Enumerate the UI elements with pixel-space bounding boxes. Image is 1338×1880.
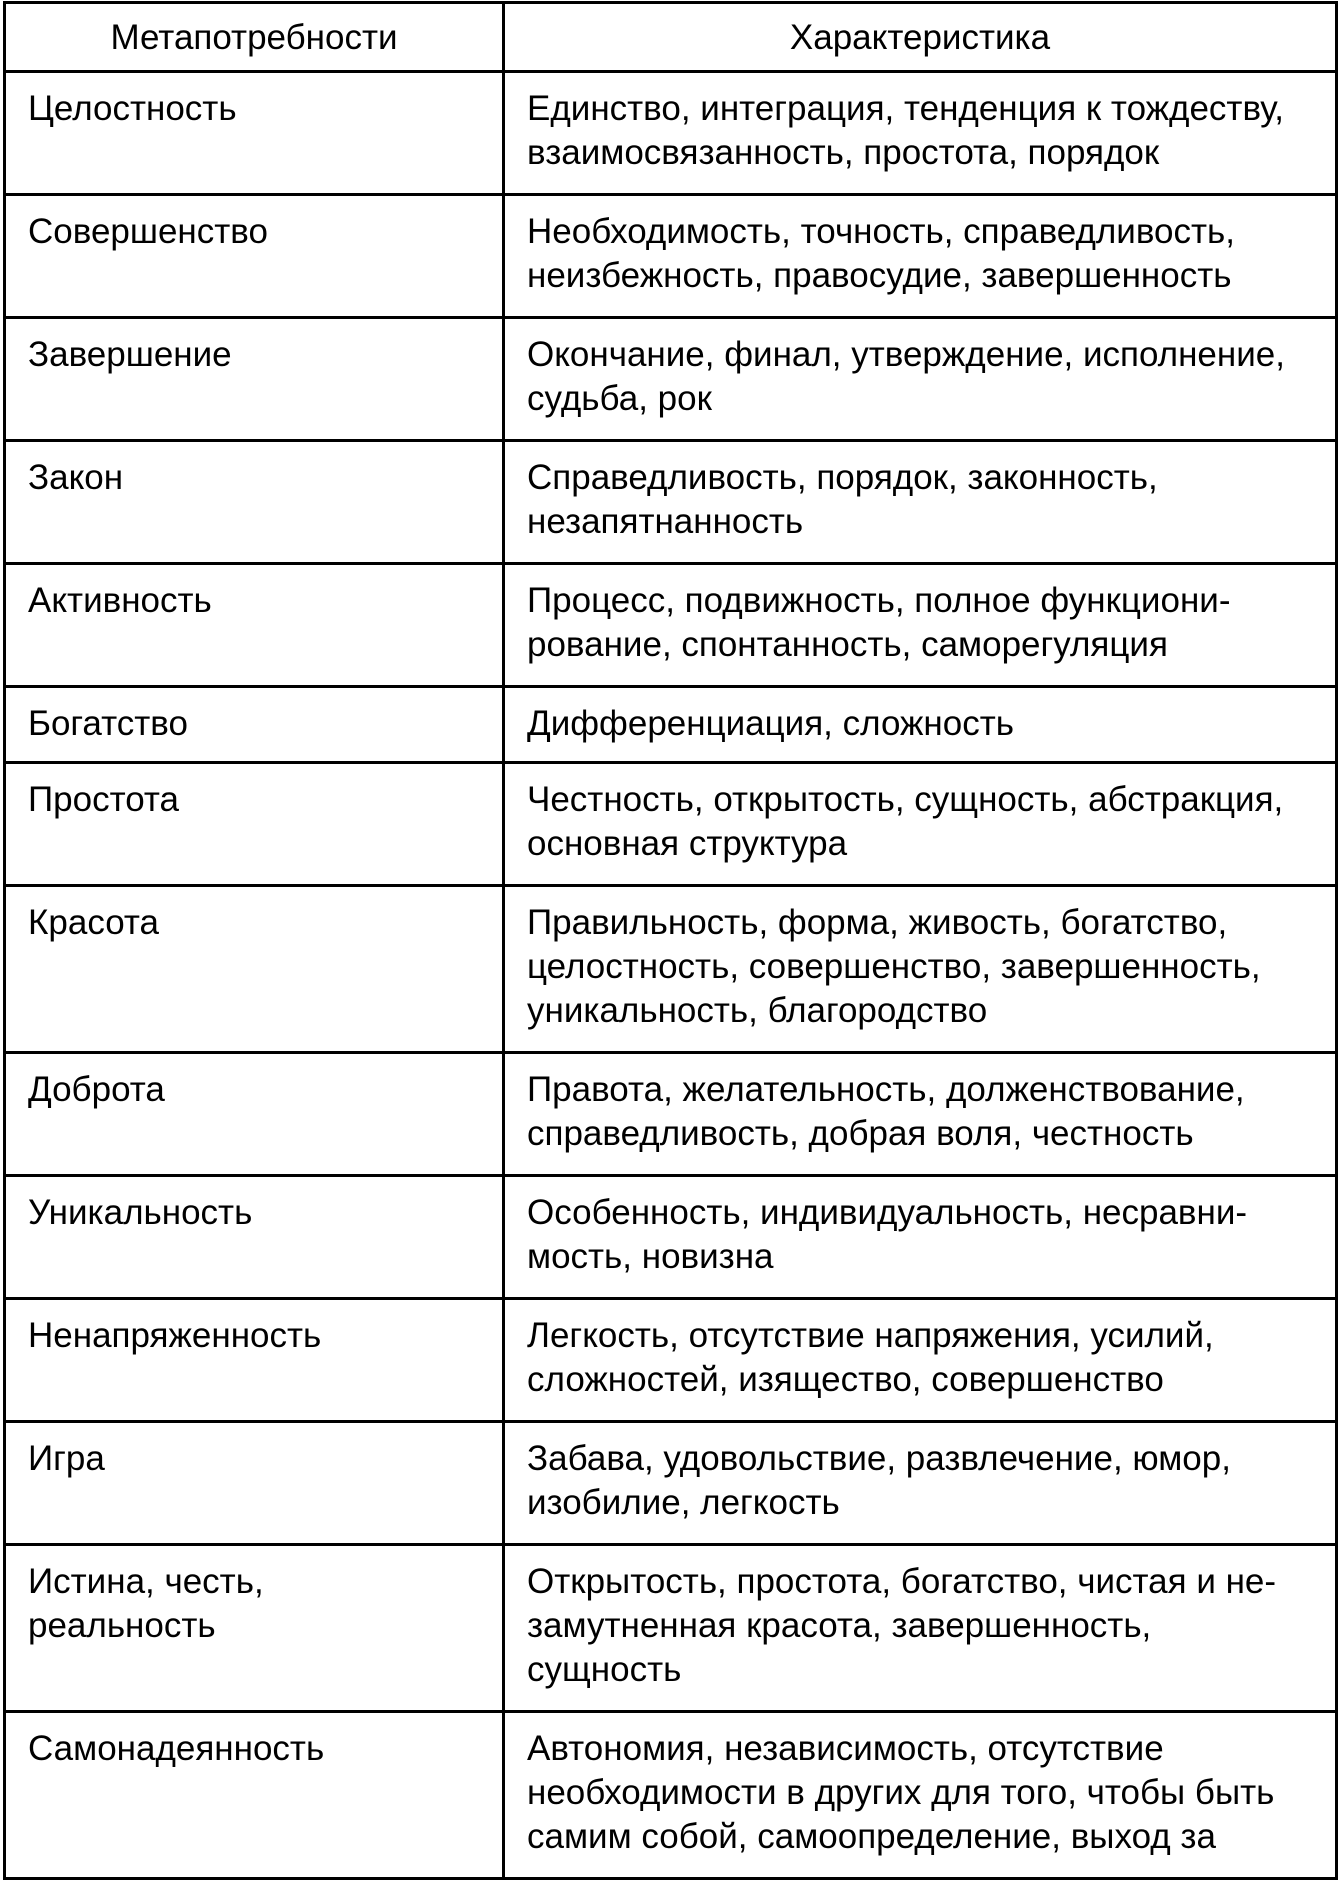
characteristic-text: Окончание, финал, утверждение, исполнение, судьба, рок [527,335,1285,418]
need-cell [5,1176,504,1299]
need-cell [5,886,504,1053]
characteristic-text: Честность, открытость, сущность, абстракция, основная структура [527,780,1284,863]
need-cell [5,1053,504,1176]
table-row [5,1545,1337,1712]
need-text: Совершенство [28,212,268,251]
table-row [5,1422,1337,1545]
table-row [5,441,1337,564]
need-cell [5,763,504,886]
table-row [5,195,1337,318]
characteristic-cell [504,72,1337,195]
characteristic-text: Единство, интеграция, тенденция к тождеству, взаимосвязанность, простота, порядок [527,89,1285,172]
characteristic-text: Забава, удовольствие, развлечение, юмор, изобилие, легкость [527,1439,1231,1522]
table-row [5,564,1337,687]
characteristic-text: Открытость, простота, богатство, чистая и не- замутненная красота, завершенность, сущность [527,1562,1277,1689]
header-characteristic: Характеристика [504,3,1337,72]
characteristic-text: Процесс, подвижность, полное функциони- рование, спонтанность, саморегуляция [527,581,1231,664]
characteristic-cell [504,564,1337,687]
characteristic-cell [504,441,1337,564]
characteristic-cell [504,687,1337,763]
metaneeds-table [3,1,1338,1880]
table-header-row [5,3,1337,72]
need-cell [5,1299,504,1422]
need-cell [5,195,504,318]
table-row [5,1299,1337,1422]
characteristic-text: Дифференциация, сложность [527,704,1014,743]
need-text: Истина, честь, реальность [28,1562,264,1645]
need-cell [5,564,504,687]
table-row [5,1712,1337,1879]
characteristic-text: Правильность, форма, живость, богатство, целостность, совершенство, завершенность, уникальность, благородство [527,903,1261,1030]
need-cell [5,687,504,763]
characteristic-cell [504,1422,1337,1545]
table-row [5,763,1337,886]
need-text: Ненапряженность [28,1316,322,1355]
characteristic-text: Правота, желательность, долженствование, справедливость, добрая воля, честность [527,1070,1245,1153]
need-text: Самонадеянность [28,1729,325,1768]
table-row [5,72,1337,195]
need-text: Простота [28,780,180,819]
characteristic-cell [504,318,1337,441]
characteristic-text: Особенность, индивидуальность, несравни- мость, новизна [527,1193,1248,1276]
characteristic-cell [504,1712,1337,1879]
characteristic-cell [504,1545,1337,1712]
need-cell [5,318,504,441]
need-text: Завершение [28,335,232,374]
characteristic-cell [504,886,1337,1053]
need-text: Закон [28,458,124,497]
need-text: Уникальность [28,1193,253,1232]
table-row [5,886,1337,1053]
need-text: Доброта [28,1070,165,1109]
characteristic-cell [504,195,1337,318]
characteristic-cell [504,1299,1337,1422]
characteristic-cell [504,763,1337,886]
header-metaneeds: Метапотребности [5,3,504,72]
characteristic-cell [504,1176,1337,1299]
table-row [5,1053,1337,1176]
characteristic-text: Автономия, независимость, отсутствие необходимости в других для того, чтобы быть самим собой, самоопределение, выход за [527,1729,1275,1856]
need-text: Богатство [28,704,188,743]
need-text: Активность [28,581,212,620]
characteristic-text: Необходимость, точность, справедливость, неизбежность, правосудие, завершенность [527,212,1236,295]
table-row [5,1176,1337,1299]
characteristic-cell [504,1053,1337,1176]
characteristic-text: Легкость, отсутствие напряжения, усилий, сложностей, изящество, совершенство [527,1316,1214,1399]
need-cell [5,1712,504,1879]
table-row [5,318,1337,441]
table-row [5,687,1337,763]
need-cell [5,441,504,564]
need-cell [5,1422,504,1545]
need-text: Целостность [28,89,237,128]
need-cell [5,72,504,195]
characteristic-text: Справедливость, порядок, законность, незапятнанность [527,458,1158,541]
need-text: Красота [28,903,160,942]
need-cell [5,1545,504,1712]
need-text: Игра [28,1439,105,1478]
